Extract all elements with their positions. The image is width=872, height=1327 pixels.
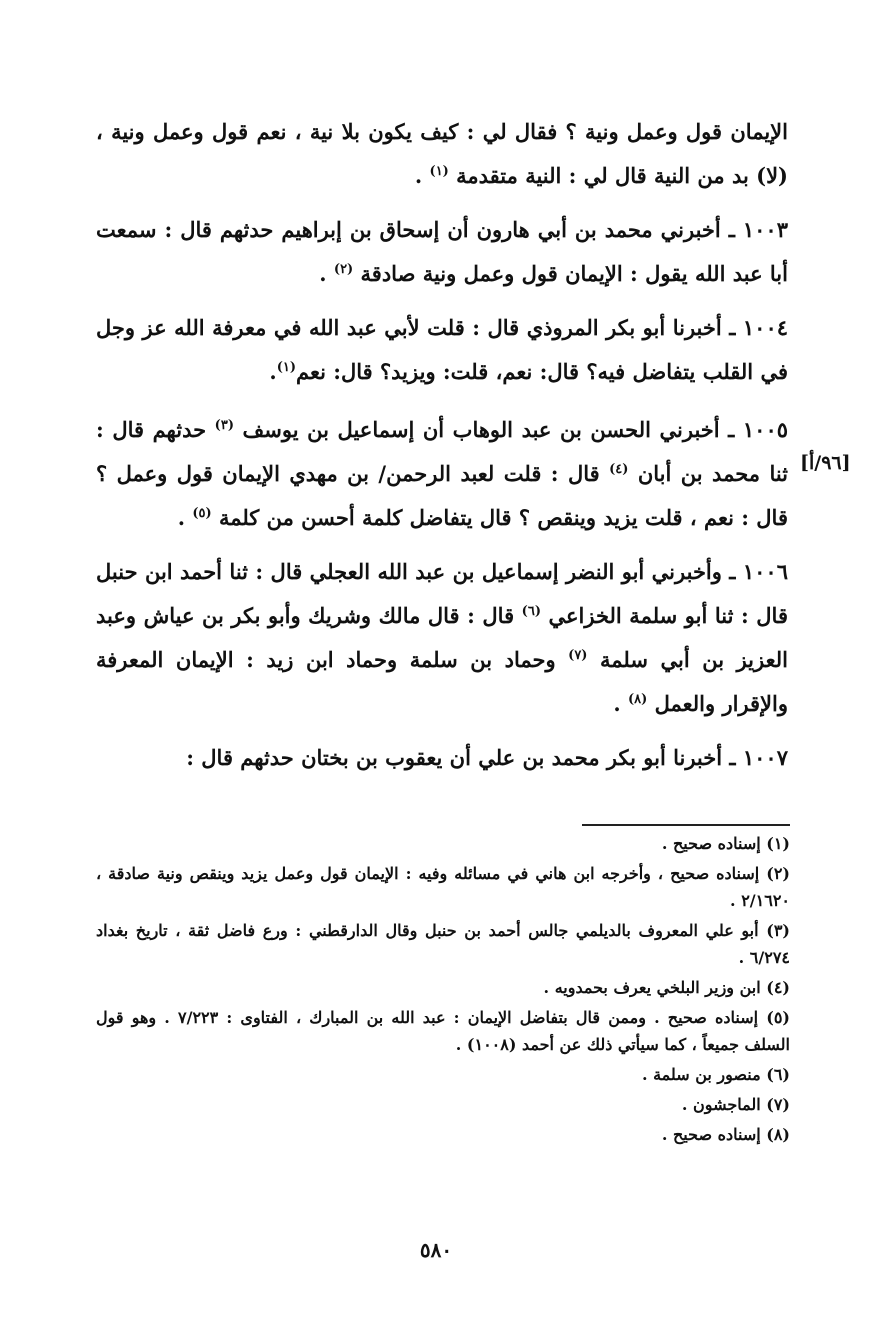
footnote-text: منصور بن سلمة . <box>641 1065 761 1084</box>
footnote-item <box>96 860 790 914</box>
footnote-number: (٢) <box>766 864 790 883</box>
narration-text: ـ وأخبرني أبو النضر إسماعيل بن عبد الله العجلي قال : ثنا أحمد ابن حنبل قال : ثنا أبو سلمة الخزاعي <box>96 559 788 628</box>
footnote-ref: (١) <box>429 164 449 179</box>
footnote-item <box>96 1091 790 1118</box>
manuscript-folio-marker: [٩٦/أ] <box>800 452 851 474</box>
footnote-text: ابن وزير البلخي يعرف بحمدويه . <box>543 978 761 997</box>
footnote-ref: (٦) <box>521 604 541 619</box>
footnote-text: إسناده صحيح ، وأخرجه ابن هاني في مسائله وفيه : الإيمان قول وعمل يزيد وينقص ونية صادقة ، ٢/١٦٢٠ . <box>96 864 790 910</box>
narration-number: ١٠٠٣ <box>742 217 788 242</box>
footnote-ref: (٤) <box>609 462 629 477</box>
footnote-item <box>96 1004 790 1058</box>
narration-1003: ١٠٠٣ ـ أخبرني محمد بن أبي هارون أن إسحاق بن إبراهيم حدثهم قال : سمعت أبا عبد الله يقول : الإيمان قول وعمل ونية صادقة $^{(٢)}$ . <box>96 217 788 286</box>
footnote-ref: (٥) <box>192 506 212 521</box>
intro-line-1: الإيمان قول وعمل ونية ؟ فقال لي : كيف يكون بلا نية ، نعم قول <box>212 119 788 144</box>
footnote-text: أبو علي المعروف بالديلمي جالس أحمد بن حنبل وقال الدارقطني : ورع فاضل ثقة ، تاريخ بغداد ٦/٢٧٤ . <box>96 921 790 967</box>
footnote-number: (٤) <box>766 978 790 997</box>
narration-1007 <box>96 738 788 778</box>
narration-text: ـ أخبرنا أبو بكر محمد بن علي أن يعقوب بن بختان حدثهم قال : <box>186 745 736 770</box>
narration-number: ١٠٠٤ <box>742 315 789 340</box>
intro-line-2: وعمل ونية ، (لا) بد من النية قال لي : النية متقدمة <box>96 119 788 188</box>
narration-text: ـ أخبرنا أبو بكر المروذي قال : قلت لأبي عبد الله في معرفة الله عز وجل في القلب يتفاضل فيه؟ قال: نعم، قلت: ويزيد؟ قال: نعم <box>96 315 788 384</box>
narration-1005: ١٠٠٥ ـ أخبرني الحسن بن عبد الوهاب أن إسماعيل بن يوسف $^{(٣)}$ حدثهم قال : ثنا محمد بن أبان $^{(٤)}$ قال : قلت لعبد الرحمن/ بن مهدي الإيمان قول وعمل ؟ قال : نعم ، قلت يزيد وينقص ؟ قال يتفاضل كلمة أحسن من كلمة $^{(٥)}$ . <box>96 417 789 530</box>
footnote-item <box>96 917 790 971</box>
intro-paragraph: الإيمان قول وعمل ونية ؟ فقال لي : كيف يكون بلا نية ، نعم قول وعمل ونية ، (لا) بد من النية قال لي : النية متقدمة $^{(١)}$ . <box>96 119 788 188</box>
narration-number: ١٠٠٧ <box>742 745 788 770</box>
footnote-ref: (٣) <box>214 418 234 433</box>
footnote-number: (٥) <box>766 1008 790 1027</box>
footnote-ref: (٧) <box>568 648 588 663</box>
footnote-item <box>96 830 790 857</box>
narration-text: قال : قلت لعبد الرحمن/ بن مهدي الإيمان قول وعمل ؟ قال : نعم ، قلت يزيد وينقص ؟ قال يتفاضل كلمة أحسن من كلمة <box>96 461 788 530</box>
page-number: ٥٨٠ <box>419 1238 453 1262</box>
narration-number: ١٠٠٦ <box>742 559 788 584</box>
footnote-text: إسناده صحيح . وممن قال بتفاضل الإيمان : عبد الله بن المبارك ، الفتاوى : ٧/٢٢٣ . وهو قول السلف جميعاً ، كما سيأتي ذلك عن أحمد (١٠٠٨) . <box>96 1008 790 1054</box>
narration-text: قال : قال مالك وشريك وأبو بكر بن عياش وعبد العزيز بن أبي سلمة <box>96 603 788 672</box>
narration-text: ـ أخبرني الحسن بن عبد الوهاب أن إسماعيل بن يوسف <box>242 417 735 442</box>
narration-number: ١٠٠٥ <box>742 417 789 442</box>
footnote-ref: (١) <box>276 360 296 375</box>
footnote-text: الماجشون . <box>681 1095 761 1114</box>
footnote-text: إسناده صحيح . <box>661 1125 761 1144</box>
footnote-item <box>96 1061 790 1088</box>
main-text <box>96 112 788 792</box>
footnote-ref: (٨) <box>627 692 648 707</box>
narration-1006: ١٠٠٦ ـ وأخبرني أبو النضر إسماعيل بن عبد الله العجلي قال : ثنا أحمد ابن حنبل قال : ثنا أبو سلمة الخزاعي $^{(٦)}$ قال : قال مالك وشريك وأبو بكر بن عياش وعبد العزيز بن أبي سلمة $^{(٧)}$ وحماد بن سلمة وحماد ابن زيد : الإيمان المعرفة والإقرار والعمل $^{(٨)}$ . <box>96 559 788 716</box>
footnote-number: (٨) <box>766 1125 790 1144</box>
footnote-number: (٧) <box>766 1095 790 1114</box>
footnote-number: (٣) <box>766 921 790 940</box>
narration-text: حدثهم قال : ثنا محمد بن أبان <box>96 417 789 486</box>
narration-text: ـ أخبرني محمد بن أبي هارون أن إسحاق بن إبراهيم حدثهم قال : سمعت أبا عبد الله يقول : الإيمان قول وعمل ونية صادقة <box>96 217 788 286</box>
footnote-item <box>96 1121 790 1148</box>
footnote-number: (١) <box>766 834 790 853</box>
narration-1004: ١٠٠٤ ـ أخبرنا أبو بكر المروذي قال : قلت لأبي عبد الله في معرفة الله عز وجل في القلب يتفاضل فيه؟ قال: نعم، قلت: ويزيد؟ قال: نعم$^{(١)}$. <box>96 315 789 384</box>
footnote-number: (٦) <box>766 1065 790 1084</box>
footnote-ref: (٢) <box>333 262 354 277</box>
footnotes <box>96 830 790 1151</box>
footnote-text: إسناده صحيح . <box>661 834 761 853</box>
narration-text: وحماد بن سلمة وحماد ابن زيد : الإيمان المعرفة والإقرار والعمل <box>96 647 788 716</box>
footnote-separator <box>582 824 790 826</box>
footnote-item <box>96 974 790 1001</box>
